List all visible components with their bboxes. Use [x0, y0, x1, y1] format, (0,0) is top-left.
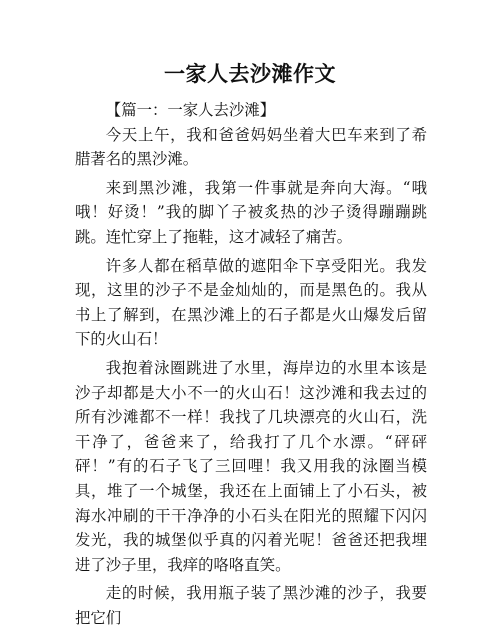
paragraph-5: 走的时候，我用瓶子装了黑沙滩的沙子，我要把它们 [75, 584, 427, 627]
paragraph-4: 我抱着泳圈跳进了水里，海岸边的水里本该是沙子却都是大小不一的火山石！这沙滩和我去过的所有沙滩都不一样！我找了几块漂亮的火山石，洗干净了，爸爸来了，给我打了几个水漂。“砰砰砰！”有的石子飞了三回哩！我又用我的泳圈当模具，堆了一个城堡，我还在上面铺上了小石头，被海水冲刷的干干净净的小石头在阳光的照耀下闪闪发光，我的城堡似乎真的闪着光呢！爸爸还把我埋进了沙子里，我痒的咯咯直笑。 [75, 358, 427, 574]
paragraph-2: 来到黑沙滩，我第一件事就是奔向大海。“哦哦！好烫！”我的脚丫子被炙热的沙子烫得蹦蹦跳跳。连忙穿上了拖鞋，这才减轻了痛苦。 [75, 178, 427, 246]
paragraph-3: 许多人都在稻草做的遮阳伞下享受阳光。我发现，这里的沙子不是金灿灿的，而是黑色的。我从书上了解到，在黑沙滩上的石子都是火山爆发后留下的火山石！ [75, 256, 427, 349]
document-title: 一家人去沙滩作文 [164, 61, 336, 86]
paragraph-1: 今天上午，我和爸爸妈妈坐着大巴车来到了希腊著名的黑沙滩。 [75, 125, 427, 169]
section-heading: 【篇一：一家人去沙滩】 [105, 101, 276, 119]
document-body [75, 98, 427, 634]
